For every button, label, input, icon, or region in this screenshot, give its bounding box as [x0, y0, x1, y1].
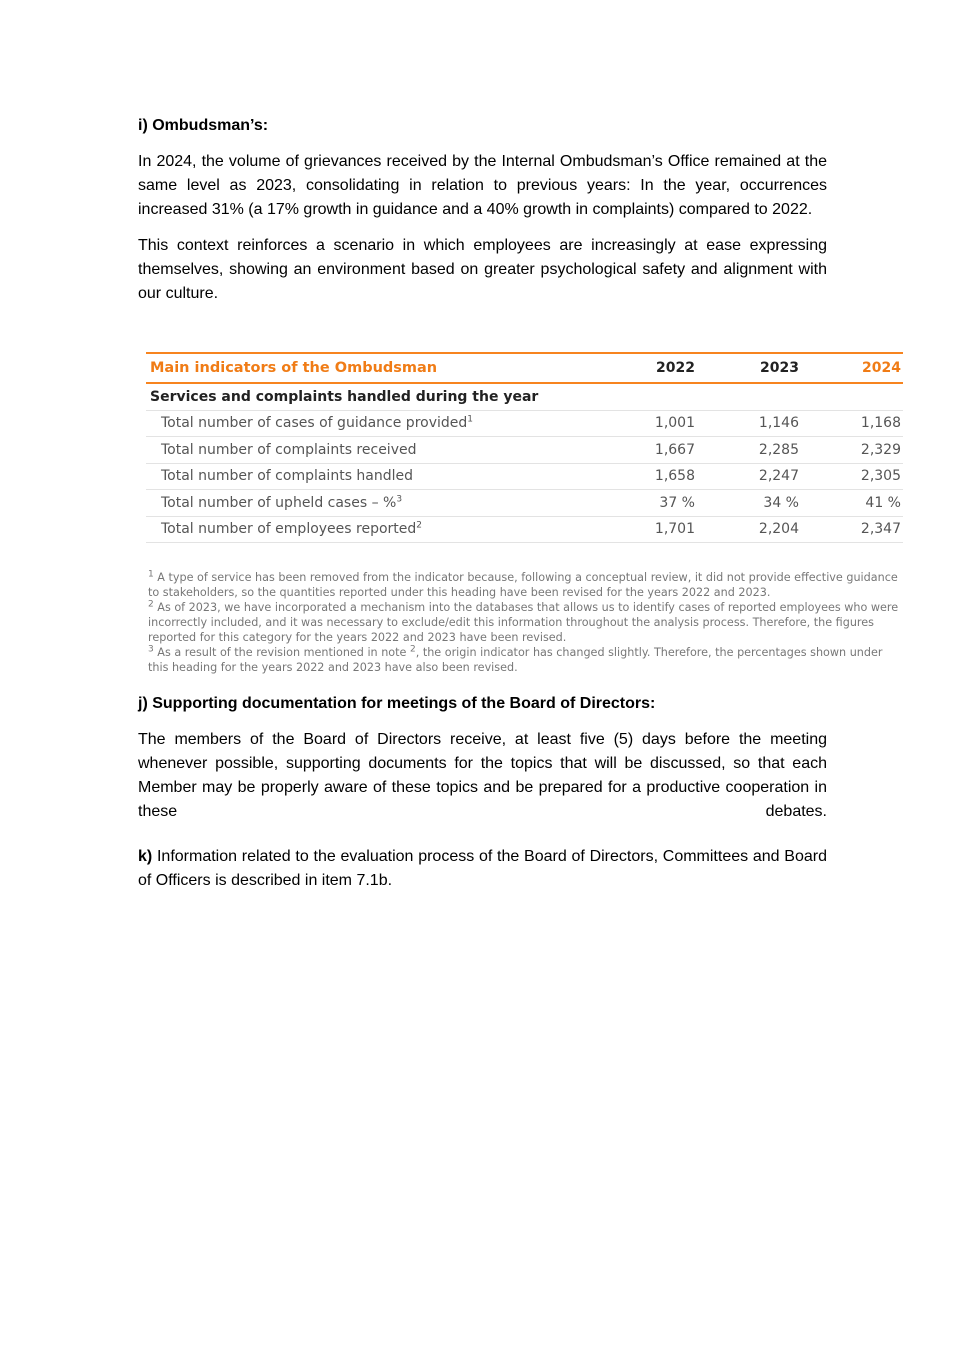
row-value: 1,168 — [803, 410, 903, 437]
row-value: 1,001 — [606, 410, 701, 437]
section-j-paragraph: The members of the Board of Directors receive, at least five (5) days before the meeting whenever possible, supporting documents for the topics that will be discussed, so that each Member may be properly aware of these topics and be prepared for a productive cooperation in these debates. — [138, 731, 827, 820]
ombudsman-indicators-table — [146, 352, 903, 543]
row-label: Total number of complaints handled — [146, 463, 606, 490]
footnote-2: $^2$ As of 2023, we have incorporated a mechanism into the databases that allows us to identify cases of reported employees who were incorrectly included, and it was necessary to exclude/edit this information throughout the analysis process. Therefore, the figures reported for this category for the years 2022 and 2023 have been revised. — [148, 599, 899, 644]
row-value: 2,204 — [701, 516, 803, 543]
section-k-text: Information related to the evaluation process of the Board of Directors, Committees and Board of Officers is described in item 7.1b. — [138, 848, 827, 889]
year-2023-header: 2023 — [701, 353, 803, 383]
year-2024-header: 2024 — [803, 353, 903, 383]
year-2022-header: 2022 — [606, 353, 701, 383]
row-value: 1,658 — [606, 463, 701, 490]
section-i-paragraph-1: In 2024, the volume of grievances received by the Internal Ombudsman’s Office remained at the same level as 2023, consolidating in relation to previous years: In the year, occurrences increased 31% (a 17% growth in guidance and a 40% growth in complaints) compared to 2022. — [138, 153, 827, 218]
row-value: 2,285 — [701, 437, 803, 464]
row-value: 1,146 — [701, 410, 803, 437]
row-value: 37 % — [606, 490, 701, 517]
row-label: Total number of cases of guidance provided$^1$ — [146, 410, 606, 437]
table-subheading: Services and complaints handled during the year — [146, 383, 903, 410]
table-title: Main indicators of the Ombudsman — [146, 353, 606, 383]
section-j-heading: j) Supporting documentation for meetings of the Board of Directors: — [138, 695, 656, 712]
section-k-label: k) — [138, 848, 153, 865]
row-value: 2,247 — [701, 463, 803, 490]
row-value: 41 % — [803, 490, 903, 517]
section-k-paragraph — [138, 845, 827, 893]
row-value: 34 % — [701, 490, 803, 517]
table-row — [146, 463, 903, 490]
section-k — [138, 845, 827, 893]
row-value: 2,305 — [803, 463, 903, 490]
row-value: 2,329 — [803, 437, 903, 464]
table-header-row — [146, 353, 903, 383]
table-footnotes — [148, 570, 903, 675]
row-value: 1,667 — [606, 437, 701, 464]
row-label: Total number of complaints received — [146, 437, 606, 464]
row-label: Total number of upheld cases – %$^3$ — [146, 490, 606, 517]
row-value: 1,701 — [606, 516, 701, 543]
row-label: Total number of employees reported$^2$ — [146, 516, 606, 543]
section-i-paragraph-2: This context reinforces a scenario in which employees are increasingly at ease expressing themselves, showing an environment based on greater psychological safety and alignment with our culture. — [138, 237, 827, 302]
table-row — [146, 410, 903, 437]
table-row — [146, 516, 903, 543]
table-row — [146, 437, 903, 464]
table-row — [146, 490, 903, 517]
section-j — [138, 692, 827, 824]
row-value: 2,347 — [803, 516, 903, 543]
footnote-3: $^3$ As a result of the revision mentioned in note $^2$, the origin indicator has changed slightly. Therefore, the percentages shown under this heading for the years 2022 and 2023 have also been revised. — [148, 644, 883, 674]
table-subheading-row — [146, 383, 903, 410]
section-i-heading: i) Ombudsman’s: — [138, 117, 269, 134]
footnote-1: $^1$ A type of service has been removed from the indicator because, following a conceptual review, it did not provide effective guidance to stakeholders, so the quantities reported under this heading have been revised for the years 2022 and 2023. — [148, 569, 898, 599]
section-i — [138, 114, 827, 306]
